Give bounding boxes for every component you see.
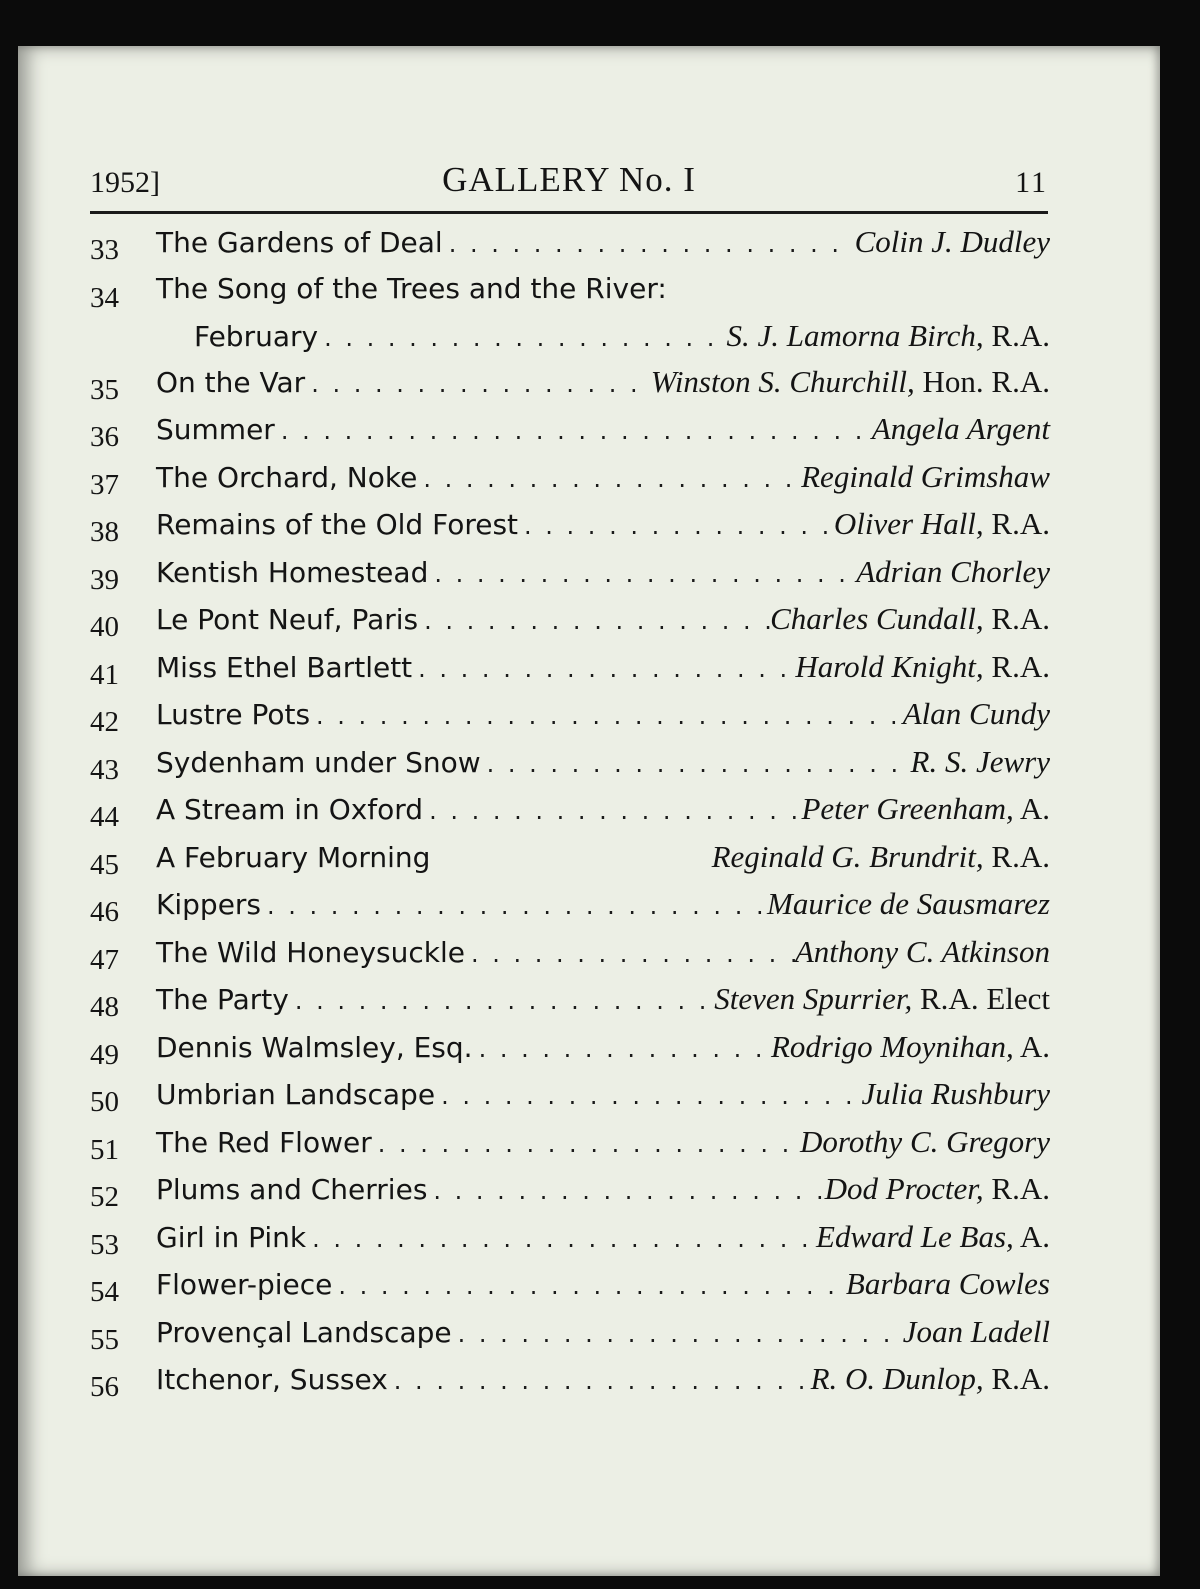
entry-41 [88,645,1050,693]
entry-47 [88,930,1050,978]
dot-leader [332,1272,846,1300]
entry-artist: Angela Argent [871,411,1050,446]
dot-leader [275,417,872,445]
page-number: 11 [1015,166,1048,199]
entry-number: 33 [90,234,119,266]
dot-leader [435,1082,861,1110]
entry-artist: Adrian Chorley [856,553,1050,589]
entry-35 [88,360,1050,408]
entry-artist: Reginald Grimshaw [801,458,1050,494]
entry-33 [88,220,1050,268]
entry-51 [88,1120,1050,1168]
entry-artist: Harold Knight, R.A. [795,648,1050,684]
entry-title: Le Pont Neuf, Paris [156,603,419,636]
entry-number: 46 [90,896,119,928]
catalogue-page [18,46,1160,1576]
entry-number: 39 [90,563,119,596]
dot-leader [310,702,903,730]
entry-artist: Dod Procter, R.A. [824,1171,1050,1206]
entry-number: 44 [90,801,119,833]
dot-leader [418,607,770,635]
entry-number: 56 [90,1371,119,1403]
entry-number: 49 [90,1038,119,1071]
entry-title: Kippers [156,888,262,921]
entry-number: 43 [90,753,119,786]
entry-artist: Dorothy C. Gregory [800,1123,1050,1159]
running-header [90,158,1048,202]
entry-number: 52 [90,1181,119,1213]
entry-40 [88,597,1050,645]
dot-leader [388,1367,811,1395]
entry-artist: R. S. Jewry [910,743,1050,779]
header-year: 1952] [90,166,160,199]
entry-number: 37 [90,468,119,501]
dot-leader [423,797,801,825]
entry-artist: Maurice de Sausmarez [767,886,1050,921]
entry-artist: Alan Cundy [902,696,1050,731]
entry-38 [88,502,1050,550]
entry-number: 55 [90,1323,119,1356]
entry-title: Dennis Walmsley, Esq. [156,1030,473,1064]
header-rule [90,211,1048,214]
entry-number: 42 [90,706,119,738]
entry-title: Kentish Homestead [156,555,429,589]
entry-45 [88,835,1050,883]
entry-artist: S. J. Lamorna Birch, R.A. [726,317,1050,353]
dot-leader [427,1177,824,1205]
entry-title: Miss Ethel Bartlett [156,650,413,684]
dot-leader [261,892,767,920]
entry-number: 40 [90,611,119,643]
entry-title: Flower-piece [156,1268,333,1301]
entry-title: On the Var [156,365,306,399]
entry-artist: Julia Rushbury [861,1076,1050,1111]
entry-number: 36 [90,421,119,453]
entry-number: 50 [90,1086,119,1118]
entry-53 [88,1215,1050,1263]
entry-list [88,220,1050,1405]
dot-leader [481,750,911,778]
header-title: GALLERY No. I [442,160,696,199]
entry-title: A Stream in Oxford [156,793,424,826]
dot-leader [473,1035,771,1063]
entry-title: Umbrian Landscape [156,1078,436,1111]
entry-34 [88,268,1050,360]
entry-50 [88,1072,1050,1120]
dot-leader [452,1320,903,1348]
entry-title: A February Morning [156,840,431,874]
entry-36 [88,407,1050,455]
entry-number: 45 [90,848,119,881]
entry-43 [88,740,1050,788]
dot-leader [372,1130,800,1158]
entry-37 [88,455,1050,503]
entry-55 [88,1310,1050,1358]
entry-artist: R. O. Dunlop, R.A. [810,1361,1050,1396]
entry-number: 53 [90,1228,119,1261]
dot-leader [465,940,795,968]
dot-leader [518,512,834,540]
entry-39 [88,550,1050,598]
dot-leader [305,370,651,398]
dot-leader [289,987,714,1015]
entry-title: The Party [156,983,289,1016]
entry-number: 48 [90,991,119,1023]
entry-artist: Edward Le Bas, A. [816,1218,1050,1254]
entry-title: Remains of the Old Forest [156,508,519,541]
entry-54 [88,1262,1050,1310]
entry-49 [88,1025,1050,1073]
dot-leader [318,324,726,352]
entry-title-continued: February [194,319,319,353]
entry-artist: Oliver Hall, R.A. [833,506,1050,541]
dot-leader [428,560,856,588]
entry-number: 35 [90,373,119,406]
entry-artist: Rodrigo Moynihan, A. [771,1028,1050,1064]
entry-artist: Peter Greenham, A. [801,791,1050,826]
dot-leader [412,655,795,683]
entry-title: The Orchard, Noke [156,460,418,494]
entry-title: The Song of the Trees and the River: [156,271,667,305]
entry-56 [88,1357,1050,1405]
entry-title: Summer [156,413,275,446]
entry-title: Lustre Pots [156,698,311,731]
entry-number: 34 [90,281,119,314]
entry-artist: Anthony C. Atkinson [794,933,1050,969]
entry-artist: Colin J. Dudley [854,224,1050,259]
entry-title: Sydenham under Snow [156,745,481,779]
entry-artist: Winston S. Churchill, Hon. R.A. [650,363,1050,399]
entry-number: 51 [90,1133,119,1166]
entry-number: 41 [90,658,119,691]
entry-title: Itchenor, Sussex [156,1363,388,1396]
entry-artist: Reginald G. Brundrit, R.A. [711,838,1050,874]
dot-leader [417,465,801,493]
entry-artist: Joan Ladell [902,1313,1050,1349]
entry-42 [88,692,1050,740]
entry-52 [88,1167,1050,1215]
entry-46 [88,882,1050,930]
entry-title: Girl in Pink [156,1220,307,1254]
entry-artist: Steven Spurrier, R.A. Elect [714,981,1050,1016]
entry-title: The Red Flower [156,1125,372,1159]
entry-number: 54 [90,1276,119,1308]
entry-artist: Barbara Cowles [845,1266,1050,1301]
dot-leader [443,230,855,258]
entry-title: The Gardens of Deal [156,226,443,259]
entry-number: 47 [90,943,119,976]
entry-title: The Wild Honeysuckle [156,935,465,969]
entry-48 [88,977,1050,1025]
dot-leader [306,1225,816,1253]
entry-44 [88,787,1050,835]
entry-artist: Charles Cundall, R.A. [770,601,1050,636]
entry-title: Provençal Landscape [156,1315,452,1349]
entry-number: 38 [90,516,119,548]
entry-title: Plums and Cherries [156,1173,428,1206]
